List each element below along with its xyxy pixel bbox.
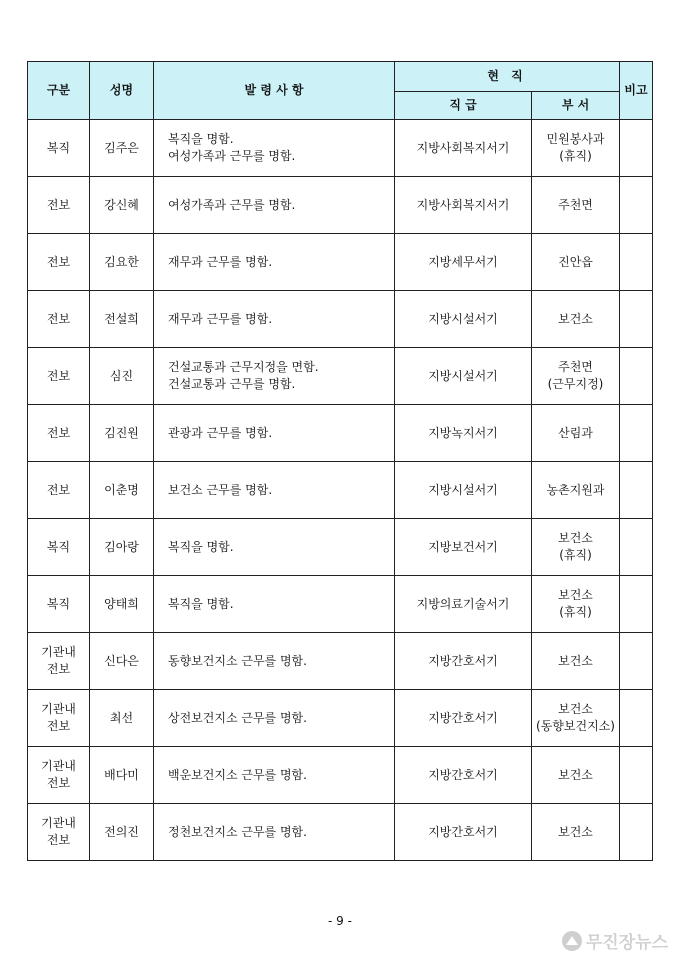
cell-line: 전보 [46,197,71,212]
cell-dept [532,120,620,177]
cell-remarks [620,120,653,177]
cell-line: 동향보건지소 근무를 명함. [168,653,307,668]
cell-line: 건설교통과 근무지정을 면함. [168,360,319,374]
cell-name: 김진원 [90,405,154,462]
cell-line: 재무과 근무를 명함. [168,311,273,326]
header-grade: 직 급 [395,92,532,120]
cell-order [154,462,395,519]
cell-line: 주천면 [558,197,593,212]
cell-category [28,120,90,177]
logo-icon [562,931,582,951]
cell-line: 기관내 [41,759,76,773]
cell-name: 심진 [90,348,154,405]
cell-line: (근무지정) [547,377,604,391]
cell-name: 이춘명 [90,462,154,519]
cell-line: 전보 [46,482,71,497]
cell-dept [532,177,620,234]
cell-category [28,747,90,804]
cell-line: 복직을 명함. [168,596,234,611]
cell-line: 기관내 [41,816,76,830]
cell-grade: 지방시설서기 [395,291,532,348]
cell-order [154,804,395,861]
cell-remarks [620,405,653,462]
cell-category [28,690,90,747]
cell-line: 전보 [46,368,71,383]
table-row [28,405,653,462]
table-row [28,120,653,177]
cell-remarks [620,576,653,633]
cell-line: 민원봉사과 [546,132,605,146]
table-row [28,291,653,348]
cell-line: 복직 [46,539,71,554]
cell-line: 여성가족과 근무를 명함. [168,149,296,163]
cell-line: 전보 [46,425,71,440]
cell-category [28,177,90,234]
cell-line: 재무과 근무를 명함. [168,254,273,269]
table-row [28,747,653,804]
cell-line: 여성가족과 근무를 명함. [168,197,296,212]
cell-line: 복직 [46,140,71,155]
cell-grade: 지방간호서기 [395,804,532,861]
cell-name: 전설희 [90,291,154,348]
cell-line: 보건소 [558,531,593,545]
cell-line: 복직을 명함. [168,539,234,554]
cell-grade: 지방의료기술서기 [395,576,532,633]
cell-line: 백운보건지소 근무를 명함. [168,767,307,782]
cell-remarks [620,804,653,861]
table-row [28,177,653,234]
cell-line: 전보 [46,719,71,733]
table-row [28,804,653,861]
cell-order [154,576,395,633]
header-name: 성명 [90,62,154,120]
cell-line: (휴직) [559,605,592,619]
cell-line: 전보 [46,833,71,847]
cell-category [28,291,90,348]
cell-line: 주천면 [558,360,593,374]
cell-name: 김요한 [90,234,154,291]
cell-name: 양태희 [90,576,154,633]
cell-line: 기관내 [41,645,76,659]
cell-grade: 지방시설서기 [395,348,532,405]
table-row [28,462,653,519]
cell-remarks [620,348,653,405]
table-row [28,519,653,576]
cell-line: 보건소 [558,767,593,782]
cell-dept [532,747,620,804]
cell-category [28,633,90,690]
cell-line: 농촌지원과 [546,482,605,497]
table-row [28,348,653,405]
cell-dept [532,291,620,348]
cell-category [28,462,90,519]
cell-order [154,177,395,234]
cell-name: 배다미 [90,747,154,804]
cell-order [154,120,395,177]
cell-line: 산림과 [558,425,593,440]
header-dept: 부 서 [532,92,620,120]
cell-dept [532,633,620,690]
cell-order [154,747,395,804]
cell-dept [532,405,620,462]
cell-line: (동향보건지소) [536,719,615,733]
cell-grade: 지방녹지서기 [395,405,532,462]
cell-remarks [620,690,653,747]
table-row [28,234,653,291]
table-row [28,576,653,633]
cell-name: 최선 [90,690,154,747]
cell-line: 진안읍 [558,254,593,269]
cell-order [154,633,395,690]
cell-line: 복직 [46,596,71,611]
cell-name: 전의진 [90,804,154,861]
cell-category [28,576,90,633]
cell-dept [532,519,620,576]
cell-line: 보건소 [558,588,593,602]
cell-line: 기관내 [41,702,76,716]
cell-name: 김아랑 [90,519,154,576]
page-number: - 9 - [328,914,352,928]
watermark [562,928,668,953]
personnel-order-table [27,61,653,861]
cell-line: 보건소 [558,824,593,839]
cell-dept [532,690,620,747]
cell-grade: 지방간호서기 [395,690,532,747]
table-body [28,120,653,861]
watermark-text: 무진장뉴스 [585,933,668,953]
table-row [28,690,653,747]
cell-category [28,234,90,291]
cell-line: 전보 [46,662,71,676]
cell-remarks [620,633,653,690]
cell-grade: 지방시설서기 [395,462,532,519]
cell-line: 보건소 [558,653,593,668]
cell-line: 보건소 근무를 명함. [168,482,273,497]
cell-dept [532,576,620,633]
cell-grade: 지방사회복지서기 [395,120,532,177]
header-current: 현 직 [395,62,620,92]
cell-name: 강신혜 [90,177,154,234]
cell-remarks [620,462,653,519]
cell-order [154,690,395,747]
table-row [28,633,653,690]
cell-line: 상전보건지소 근무를 명함. [168,710,307,725]
cell-remarks [620,291,653,348]
cell-dept [532,234,620,291]
cell-category [28,804,90,861]
cell-line: 관광과 근무를 명함. [168,425,273,440]
cell-line: 전보 [46,254,71,269]
cell-dept [532,348,620,405]
cell-grade: 지방세무서기 [395,234,532,291]
cell-order [154,348,395,405]
header-order: 발 령 사 항 [154,62,395,120]
cell-line: 전보 [46,776,71,790]
cell-line: 복직을 명함. [168,132,234,146]
header-remarks: 비고 [620,62,653,120]
cell-dept [532,804,620,861]
cell-order [154,405,395,462]
cell-grade: 지방사회복지서기 [395,177,532,234]
cell-order [154,234,395,291]
header-category: 구분 [28,62,90,120]
cell-remarks [620,519,653,576]
cell-line: (휴직) [559,548,592,562]
cell-grade: 지방간호서기 [395,633,532,690]
cell-line: 정천보건지소 근무를 명함. [168,824,307,839]
cell-category [28,519,90,576]
cell-line: 보건소 [558,311,593,326]
cell-name: 신다은 [90,633,154,690]
cell-category [28,405,90,462]
cell-remarks [620,177,653,234]
cell-order [154,291,395,348]
cell-dept [532,462,620,519]
cell-category [28,348,90,405]
cell-grade: 지방보건서기 [395,519,532,576]
cell-grade: 지방간호서기 [395,747,532,804]
cell-line: 전보 [46,311,71,326]
cell-remarks [620,234,653,291]
cell-order [154,519,395,576]
cell-line: 건설교통과 근무를 명함. [168,377,296,391]
cell-line: 보건소 [558,702,593,716]
cell-remarks [620,747,653,804]
cell-name: 김주은 [90,120,154,177]
cell-line: (휴직) [559,149,592,163]
